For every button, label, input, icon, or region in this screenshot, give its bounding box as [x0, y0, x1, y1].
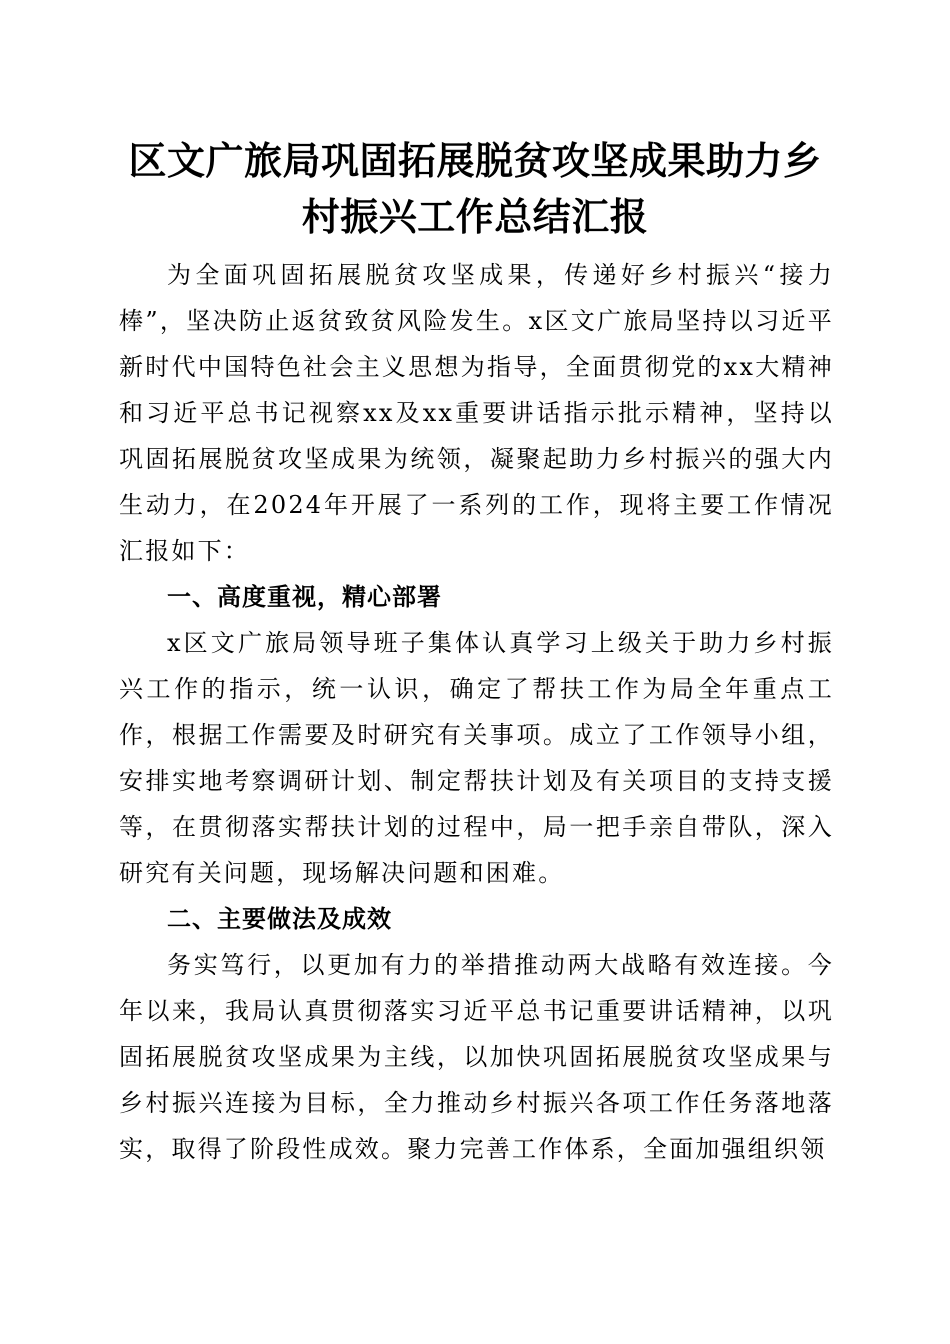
- document-title: 区文广旅局巩固拓展脱贫攻坚成果助力乡村振兴工作总结汇报: [128, 138, 822, 239]
- section-heading-1: 一、高度重视，精心部署: [167, 583, 442, 611]
- document-body: [119, 252, 834, 1172]
- section-heading-2: 二、主要做法及成效: [167, 905, 392, 933]
- section-paragraph-1: x区文广旅局领导班子集体认真学习上级关于助力乡村振兴工作的指示，统一认识，确定了帮扶工作为局全年重点工作，根据工作需要及时研究有关事项。成立了工作领导小组，安排实地考察调研计划、制定帮扶计划及有关项目的支持支援等，在贯彻落实帮扶计划的过程中，局一把手亲自带队，深入研究有关问题，现场解决问题和困难。: [119, 629, 834, 887]
- section-paragraph-2: 务实笃行，以更加有力的举措推动两大战略有效连接。今年以来，我局认真贯彻落实习近平总书记重要讲话精神，以巩固拓展脱贫攻坚成果为主线，以加快巩固拓展脱贫攻坚成果与乡村振兴连接为目标，全力推动乡村振兴各项工作任务落地落实，取得了阶段性成效。聚力完善工作体系，全面加强组织领: [119, 951, 834, 1163]
- intro-paragraph: 为全面巩固拓展脱贫攻坚成果，传递好乡村振兴“接力棒”，坚决防止返贫致贫风险发生。x区文广旅局坚持以习近平新时代中国特色社会主义思想为指导，全面贯彻党的xx大精神和习近平总书记视察xx及xx重要讲话指示批示精神，坚持以巩固拓展脱贫攻坚成果为统领，凝聚起助力乡村振兴的强大内生动力，在2024年开展了一系列的工作，现将主要工作情况汇报如下：: [119, 261, 834, 565]
